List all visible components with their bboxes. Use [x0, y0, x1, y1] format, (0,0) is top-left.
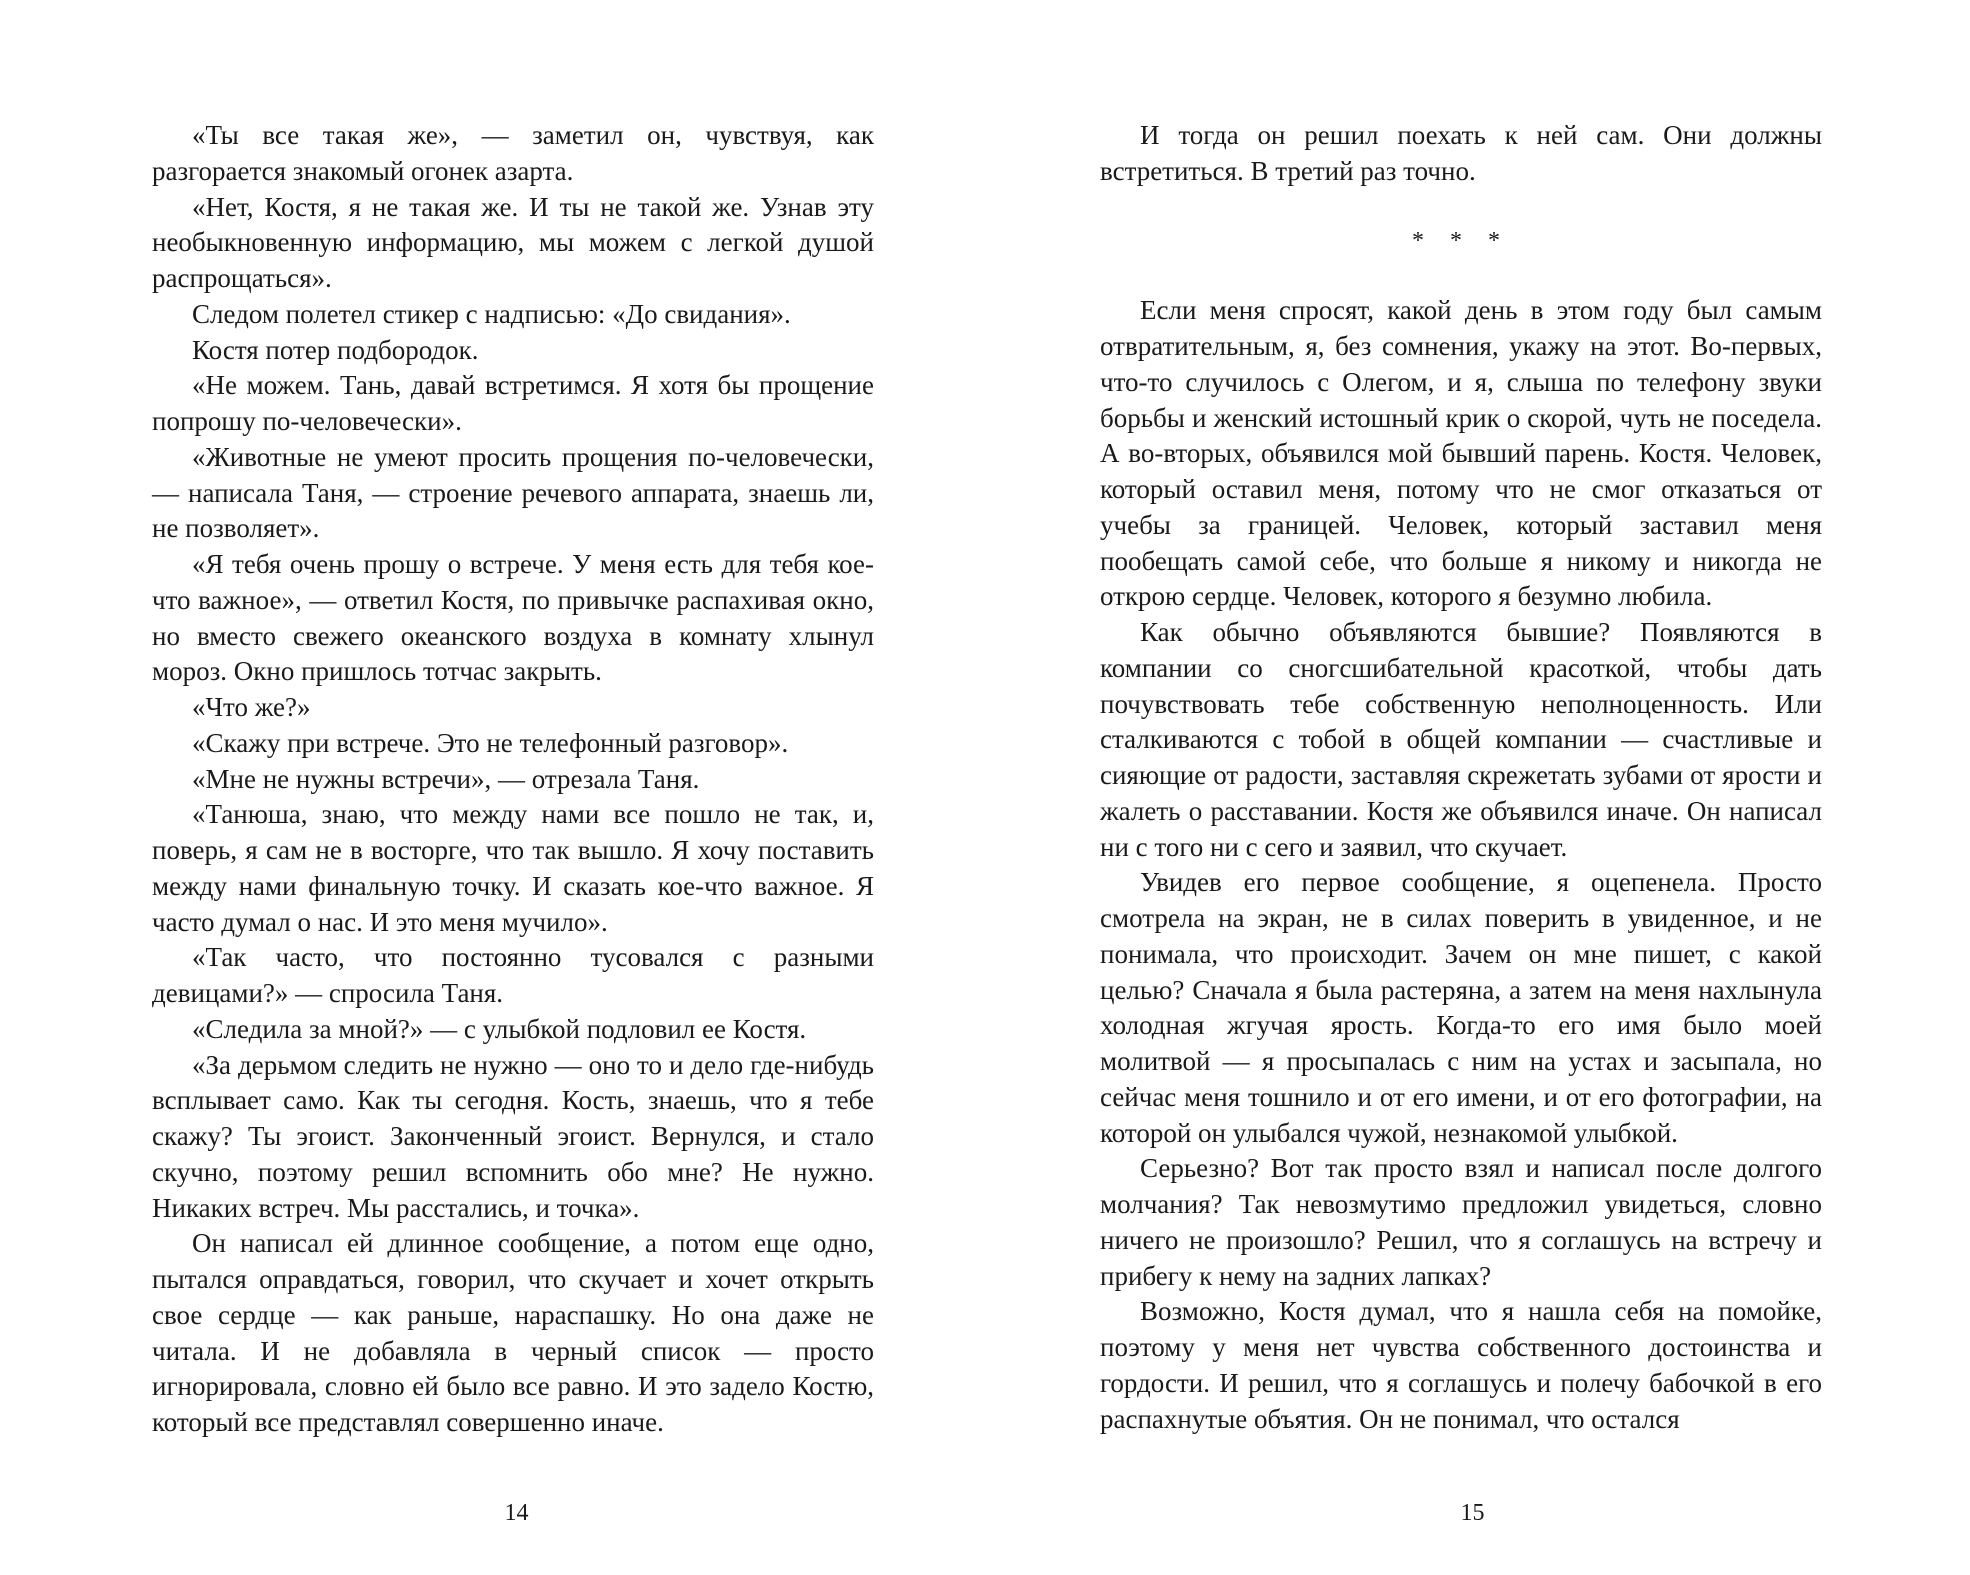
left-page-text — [152, 118, 874, 1441]
paragraph: Следом полетел стикер с надписью: «До свидания». — [192, 298, 791, 329]
paragraph: Он написал ей длинное сообщение, а потом еще одно, пытался оправдаться, говорил, что скучает и хочет открыть свое сердце — как раньше, нараспашку. Но она даже не читала. И не добавляла в черный список — просто игнорировала, словно ей было все равно. И это задело Костю, который все представлял совершенно иначе. — [152, 1228, 874, 1437]
page-number: 14 — [504, 1500, 529, 1526]
paragraph: Серьезно? Вот так просто взял и написал после долгого молчания? Так невозмутимо предложил увидеться, словно ничего не произошло? Решил, что я соглашусь на встречу и прибегу к нему на задних лапках? — [1100, 1153, 1822, 1291]
paragraph: «Животные не умеют просить прощения по-человечески, — написала Таня, — строение речевого аппарата, знаешь ли, не позволяет». — [152, 441, 874, 544]
paragraph: «Следила за мной?» — с улыбкой подловил ее Костя. — [192, 1013, 807, 1044]
right-page — [985, 0, 1970, 1575]
paragraph: «Ты все такая же», — заметил он, чувствуя, как разгорается знакомый огонек азарта. — [152, 120, 874, 186]
paragraph: Если меня спросят, какой день в этом году был самым отвратительным, я, без сомнения, укажу на этот. Во-первых, что-то случилось с Олегом, и я, слыша по телефону звуки борьбы и женский истошный крик о скорой, чуть не поседела. А во-вторых, объявился мой бывший парень. Костя. Человек, который оставил меня, потому что не смог отказаться от учебы за границей. Человек, который заставил меня пообещать самой себе, что больше я никому и никогда не открою сердце. Человек, которого я безумно любила. — [1100, 295, 1822, 612]
paragraph: Костя потер подбородок. — [192, 334, 479, 365]
right-page-text — [1100, 118, 1822, 1437]
paragraph: Увидев его первое сообщение, я оцепенела. Просто смотрела на экран, не в силах поверить в увиденное, и не понимала, что происходит. Зачем он мне пишет, с какой целью? Сначала я была растеряна, а затем на меня нахлынула холодная жгучая ярость. Когда-то его имя было моей молитвой — я просыпалась с ним на устах и засыпала, но сейчас меня тошнило и от его имени, и от его фотографии, на которой он улыбался чужой, незнакомой улыбкой. — [1100, 867, 1822, 1148]
paragraph: «Мне не нужны встречи», — отрезала Таня. — [192, 763, 700, 794]
paragraph: Как обычно объявляются бывшие? Появляются в компании со сногсшибательной красоткой, чтобы дать почувствовать тебе собственную неполноценность. Или сталкиваются с тобой в общей компании — счастливые и сияющие от радости, заставляя скрежетать зубами от ярости и жалеть о расставании. Костя же объявился иначе. Он написал ни с того ни с сего и заявил, что скучает. — [1100, 617, 1822, 862]
paragraph: «Я тебя очень прошу о встрече. У меня есть для тебя кое-что важное», — ответил Костя, по привычке распахивая окно, но вместо свежего океанского воздуха в комнату хлынул мороз. Окно пришлось тотчас закрыть. — [152, 549, 874, 687]
paragraph: «Не можем. Тань, давай встретимся. Я хотя бы прощение попрошу по-человечески». — [152, 370, 874, 436]
section-separator: * * * — [1412, 227, 1510, 254]
paragraph: «Что же?» — [192, 692, 311, 722]
paragraph: И тогда он решил поехать к ней сам. Они должны встретиться. В третий раз точно. — [1100, 120, 1822, 186]
paragraph: «За дерьмом следить не нужно — оно то и дело где-нибудь всплывает само. Как ты сегодня. Кость, знаешь, что я тебе скажу? Ты эгоист. Законченный эгоист. Вернулся, и стало скучно, поэтому решил вспомнить обо мне? Не нужно. Никаких встреч. Мы расстались, и точка». — [152, 1049, 874, 1223]
paragraph: «Нет, Костя, я не такая же. И ты не такой же. Узнав эту необыкновенную информацию, мы можем с легкой душой распрощаться». — [152, 191, 874, 293]
paragraph: «Так часто, что постоянно тусовался с разными девицами?» — спросила Таня. — [152, 942, 874, 1008]
page-number: 15 — [1460, 1500, 1485, 1526]
paragraph: «Танюша, знаю, что между нами все пошло не так, и, поверь, я сам не в восторге, что так вышло. Я хочу поставить между нами финальную точку. И сказать кое-что важное. Я часто думал о нас. И это меня мучило». — [152, 799, 874, 937]
paragraph: «Скажу при встрече. Это не телефонный разговор». — [192, 727, 789, 758]
paragraph: Возможно, Костя думал, что я нашла себя на помойке, поэтому у меня нет чувства собственного достоинства и гордости. И решил, что я соглашусь и полечу бабочкой в его распахнутые объятия. Он не понимал, что остался — [1100, 1296, 1822, 1434]
